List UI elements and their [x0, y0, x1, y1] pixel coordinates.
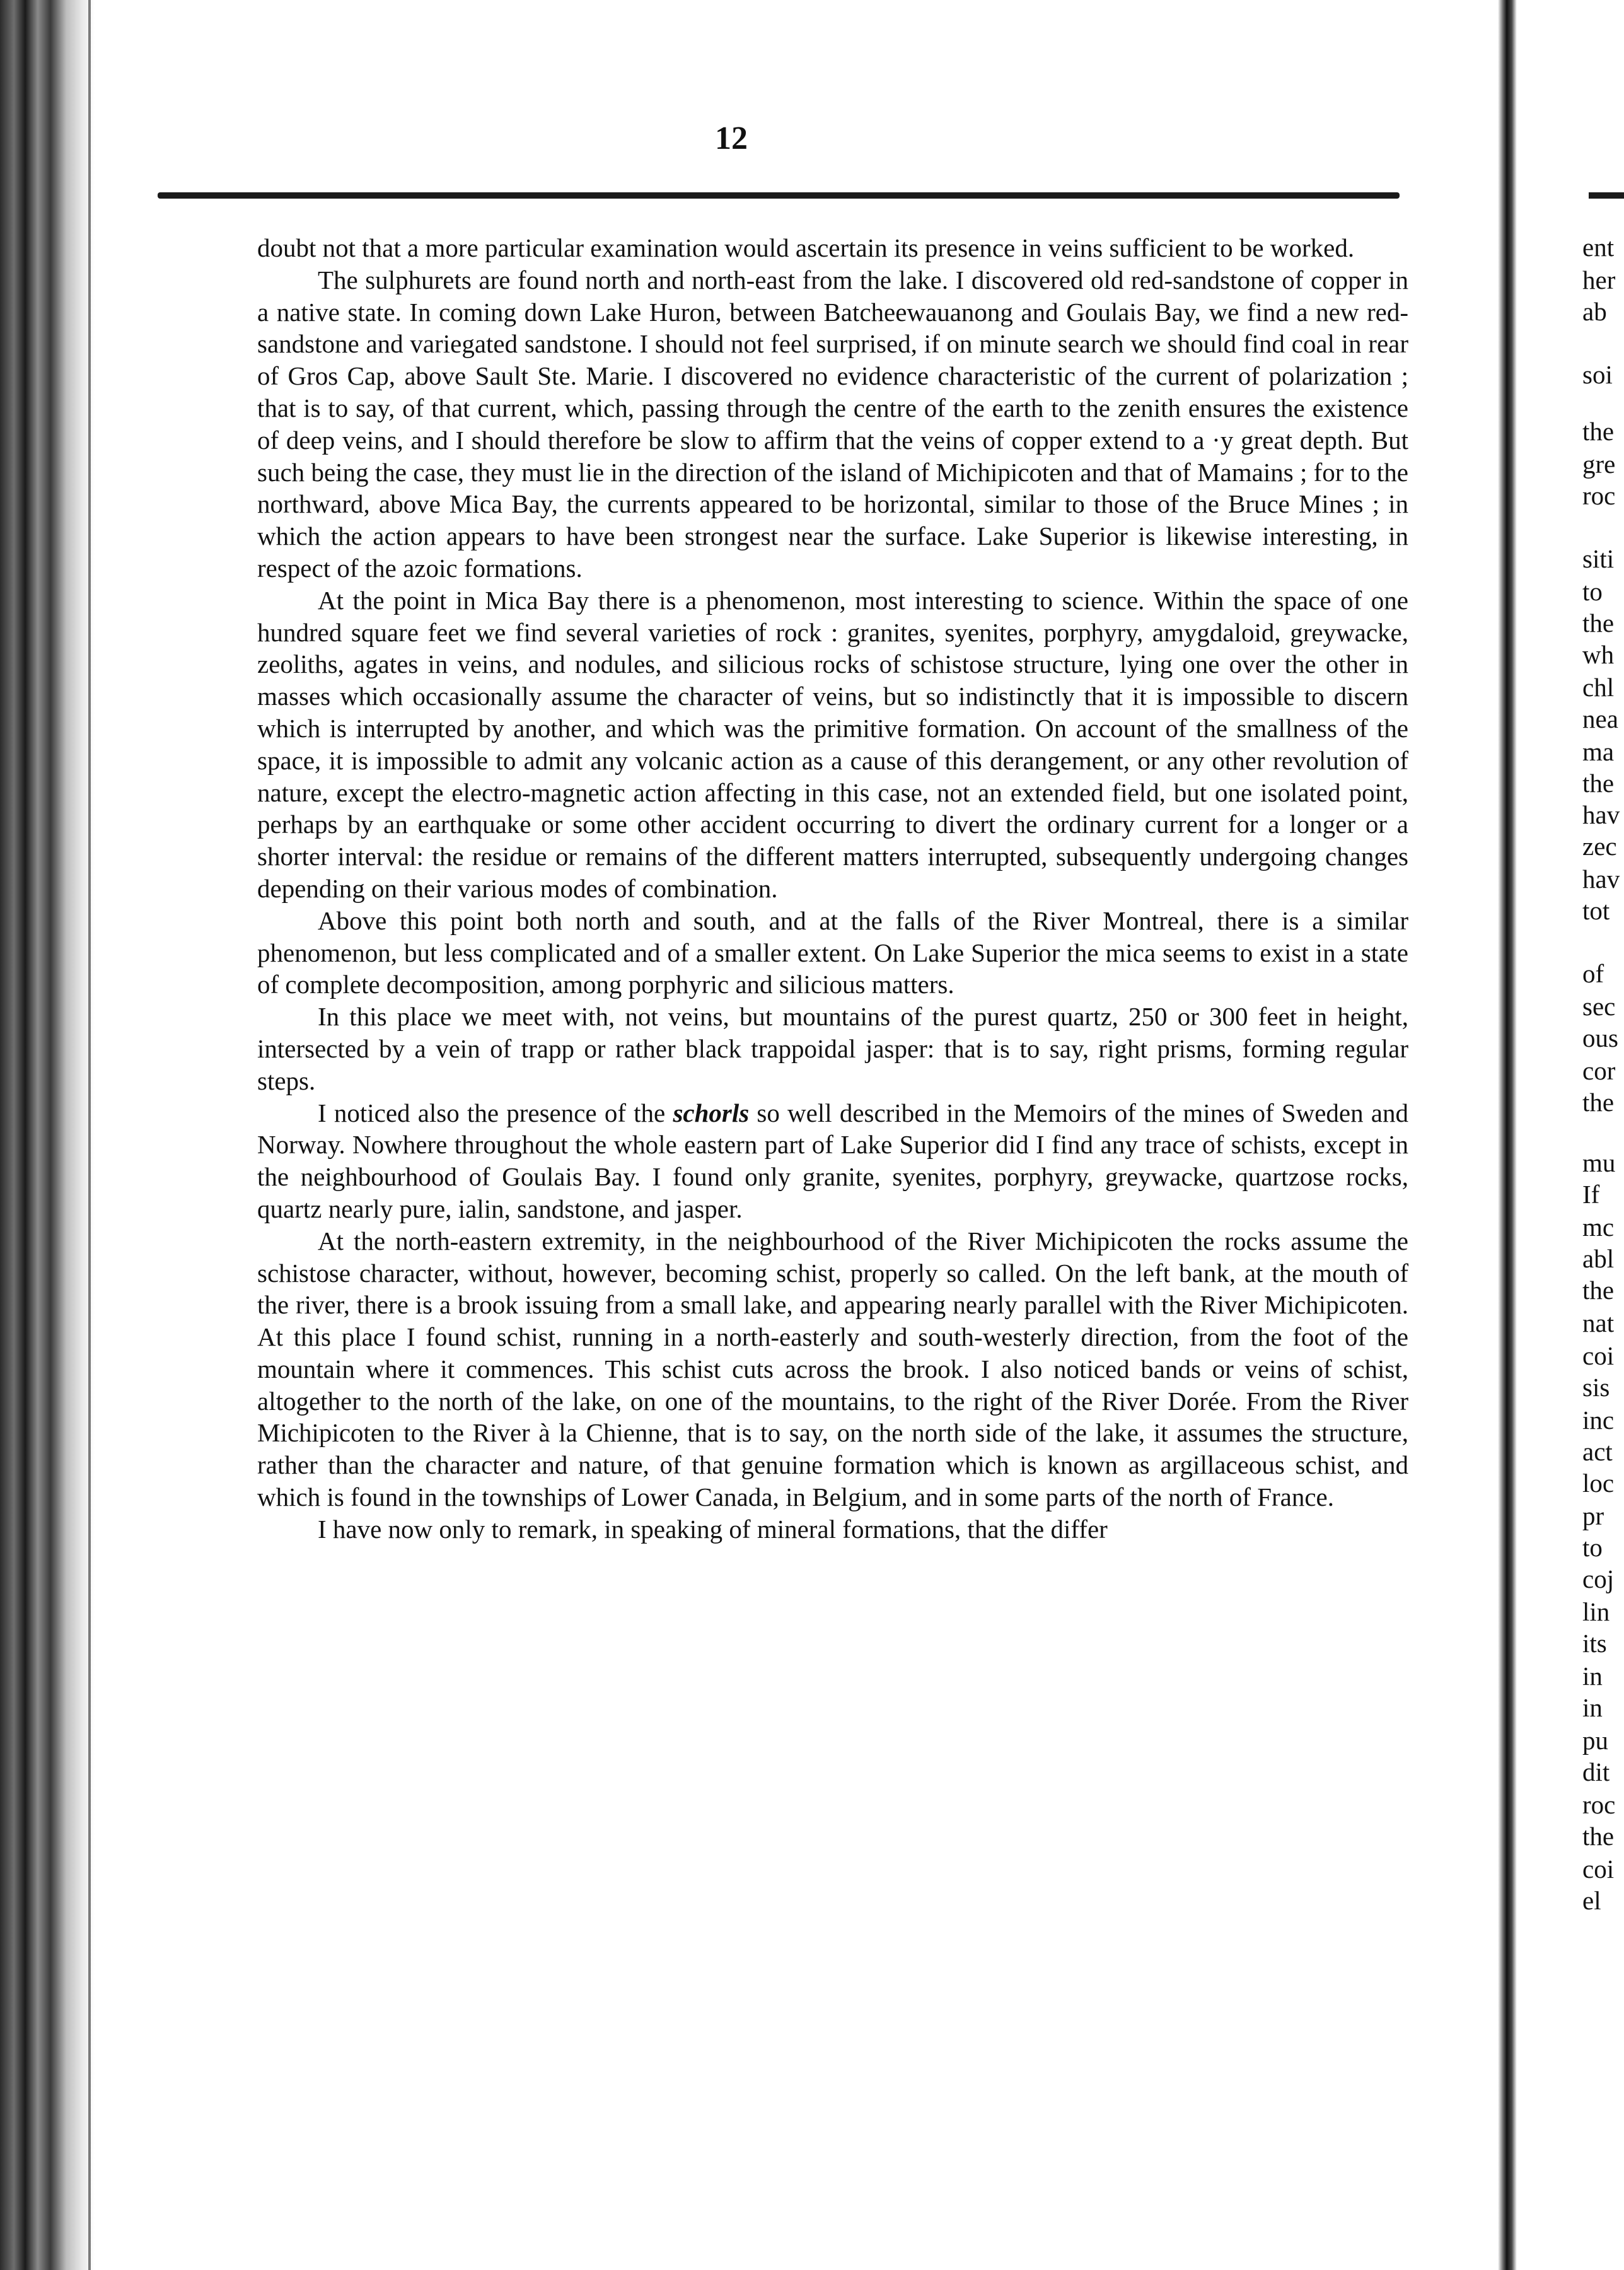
right-page-fragment: act — [1582, 1437, 1613, 1466]
right-page-fragment: inc — [1582, 1406, 1615, 1435]
right-page-fragment: ma — [1582, 737, 1615, 766]
paragraph-6 — [257, 1097, 1408, 1225]
paragraph-1: doubt not that a more particular examination would ascertain its presence in veins sufficient to be worked. — [257, 233, 1355, 262]
emphasis-schorls: schorls — [673, 1098, 750, 1127]
paragraph-4: Above this point both north and south, and at the falls of the River Montreal, there is a similar phenomenon, but less complicated and of a smaller extent. On Lake Superior the mica seems to exist in a state of complete decomposition, among porphyric and silicious matters. — [257, 905, 1408, 999]
right-page-fragment: tot — [1582, 896, 1610, 925]
right-page-fragment: coi — [1582, 1341, 1615, 1370]
page-number: 12 — [715, 120, 748, 156]
right-page-fragment: the — [1582, 417, 1615, 446]
right-page-fragment: mc — [1582, 1213, 1615, 1242]
right-page-fragment: chl — [1582, 673, 1615, 702]
page-gutter — [1498, 0, 1517, 2270]
right-page-fragment: soi — [1582, 360, 1613, 389]
right-page-fragment: siti — [1582, 544, 1615, 573]
right-page-fragment: the — [1582, 1822, 1615, 1851]
right-page-edge — [1517, 0, 1624, 2270]
right-page-fragment: nea — [1582, 704, 1618, 733]
right-page-fragment: coj — [1582, 1564, 1615, 1593]
paragraph-5: In this place we meet with, not veins, but mountains of the purest quartz, 250 or 300 feet in height, intersected by a vein of trapp or rather black trappoidal jasper: that is to say, right prisms, forming regular steps. — [257, 1002, 1408, 1095]
paragraph-8: I have now only to remark, in speaking of mineral formations, that the differ — [318, 1514, 1108, 1544]
right-page-fragment: the — [1582, 1088, 1615, 1117]
right-page-fragment: sis — [1582, 1373, 1610, 1402]
right-page-fragment: hav — [1582, 864, 1620, 893]
right-page-fragment: roc — [1582, 481, 1616, 510]
right-page-fragment: sec — [1582, 992, 1616, 1021]
right-page-fragment: If — [1582, 1180, 1600, 1209]
right-page-fragment: to — [1582, 1533, 1603, 1562]
right-page-fragment: pu — [1582, 1726, 1608, 1755]
right-page-fragment: in — [1582, 1662, 1603, 1691]
right-page-fragment: in — [1582, 1693, 1603, 1722]
right-page-fragment: coi — [1582, 1854, 1615, 1883]
right-page-fragment: to — [1582, 577, 1603, 606]
paragraph-7: At the north-eastern extremity, in the neighbourhood of the River Michipicoten the rocks assume the schistose character, without, however, becoming schist, properly so called. On the left bank, at the mouth of the river, there is a brook issuing from a small lake, and appearing nearly parallel with the River Michipicoten. At this place I found schist, running in a north-easterly and south-westerly direction, from the foot of the mountain where it commences. This schist cuts across the brook. I also noticed bands or veins of schist, altogether to the north of the lake, on one of the mountains, to the right of the River Dorée. From the River Michipicoten to the River à la Chienne, that is to say, on the north side of the lake, it assumes the structure, rather than the character and nature, of that genuine formation which is known as argillaceous schist, and which is found in the townships of Lower Canada, in Belgium, and in some parts of the north of France. — [257, 1226, 1408, 1512]
right-page-fragment: cor — [1582, 1056, 1616, 1085]
paragraph-3: At the point in Mica Bay there is a phenomenon, most interesting to science. Within the space of one hundred square feet we find several varieties of rock : granites, syenites, porphyry, amygdaloid, greywacke, zeoliths, agates in veins, and nodules, and silicious rocks of schistose structure, lying one over the other in masses which occasionally assume the character of veins, but so indistinctly that it is impossible to discern which is interrupted by another, and which was the primitive formation. On account of the smallness of the space, it is impossible to admit any volcanic action as a cause of this derangement, or any other revolution of nature, except the electro-magnetic action affecting in this case, not an extended field, but one isolated point, perhaps by an earthquake or some other accident occurring to divert the ordinary current for a longer or a shorter interval: the residue or remains of the different matters interrupted, subsequently undergoing changes depending on their various modes of combination. — [257, 585, 1408, 903]
right-page-fragment: the — [1582, 1276, 1615, 1305]
paragraph-6-after: so well described in the Memoirs of the mines of Sweden and Norway. Nowhere throughout the whole eastern part of Lake Superior did I find any trace of schists, except in the neighbourhood of Goulais Bay. I found only granite, syenites, porphyry, greywacke, quartzose rocks, quartz nearly pure, ialin, sandstone, and jasper. — [257, 1098, 1409, 1223]
book-binding-edge — [0, 0, 95, 2270]
right-page-fragment: el — [1582, 1886, 1601, 1915]
right-page-fragment: the — [1582, 608, 1615, 637]
page-text — [257, 232, 1408, 1545]
right-page-fragment: roc — [1582, 1790, 1616, 1819]
right-page-fragment: abl — [1582, 1244, 1615, 1273]
binding-line — [88, 0, 91, 2270]
right-page-fragment: nat — [1582, 1308, 1615, 1337]
right-page-fragment: ous — [1582, 1023, 1618, 1052]
right-page-fragment: zec — [1582, 832, 1617, 861]
right-page-fragment: dit — [1582, 1757, 1610, 1786]
paragraph-2: The sulphurets are found north and north-east from the lake. I discovered old red-sandstone of copper in a native state. In coming down Lake Huron, between Batcheewauanong and Goulais Bay, we find a new red-sandstone and variegated sandstone. I should not feel surprised, if on minute search we should find coal in rear of Gros Cap, above Sault Ste. Marie. I discovered no evidence characteristic of the current of polarization ; that is to say, of that current, which, passing through the centre of the earth to the zenith ensures the existence of deep veins, and I should therefore be slow to affirm that the veins of copper extend to a ·y great depth. But such being the case, they must lie in the direction of the island of Michipicoten and that of Mamains ; for to the northward, above Mica Bay, the currents appeared to be horizontal, similar to those of the Bruce Mines ; in which the action appears to have been strongest near the surface. Lake Superior is likewise interesting, in respect of the azoic formations. — [257, 265, 1408, 583]
right-page-fragment: hav — [1582, 800, 1620, 829]
right-page-fragment: ab — [1582, 297, 1607, 326]
right-page-fragment: loc — [1582, 1469, 1615, 1498]
right-page-fragment: pr — [1582, 1501, 1604, 1530]
right-page-fragment: its — [1582, 1629, 1607, 1658]
right-page-fragment: gre — [1582, 450, 1616, 479]
header-rule — [158, 192, 1400, 199]
right-page-fragment: her — [1582, 265, 1616, 294]
right-page-fragment: of — [1582, 959, 1604, 988]
right-page-header-rule — [1589, 192, 1624, 199]
right-page-fragment: mu — [1582, 1148, 1616, 1177]
right-page-fragment: wh — [1582, 640, 1615, 669]
right-page-fragment: ent — [1582, 233, 1615, 262]
paragraph-6-before: I noticed also the presence of the — [318, 1098, 673, 1127]
right-page-fragment: lin — [1582, 1597, 1610, 1626]
right-page-fragment: the — [1582, 769, 1615, 798]
